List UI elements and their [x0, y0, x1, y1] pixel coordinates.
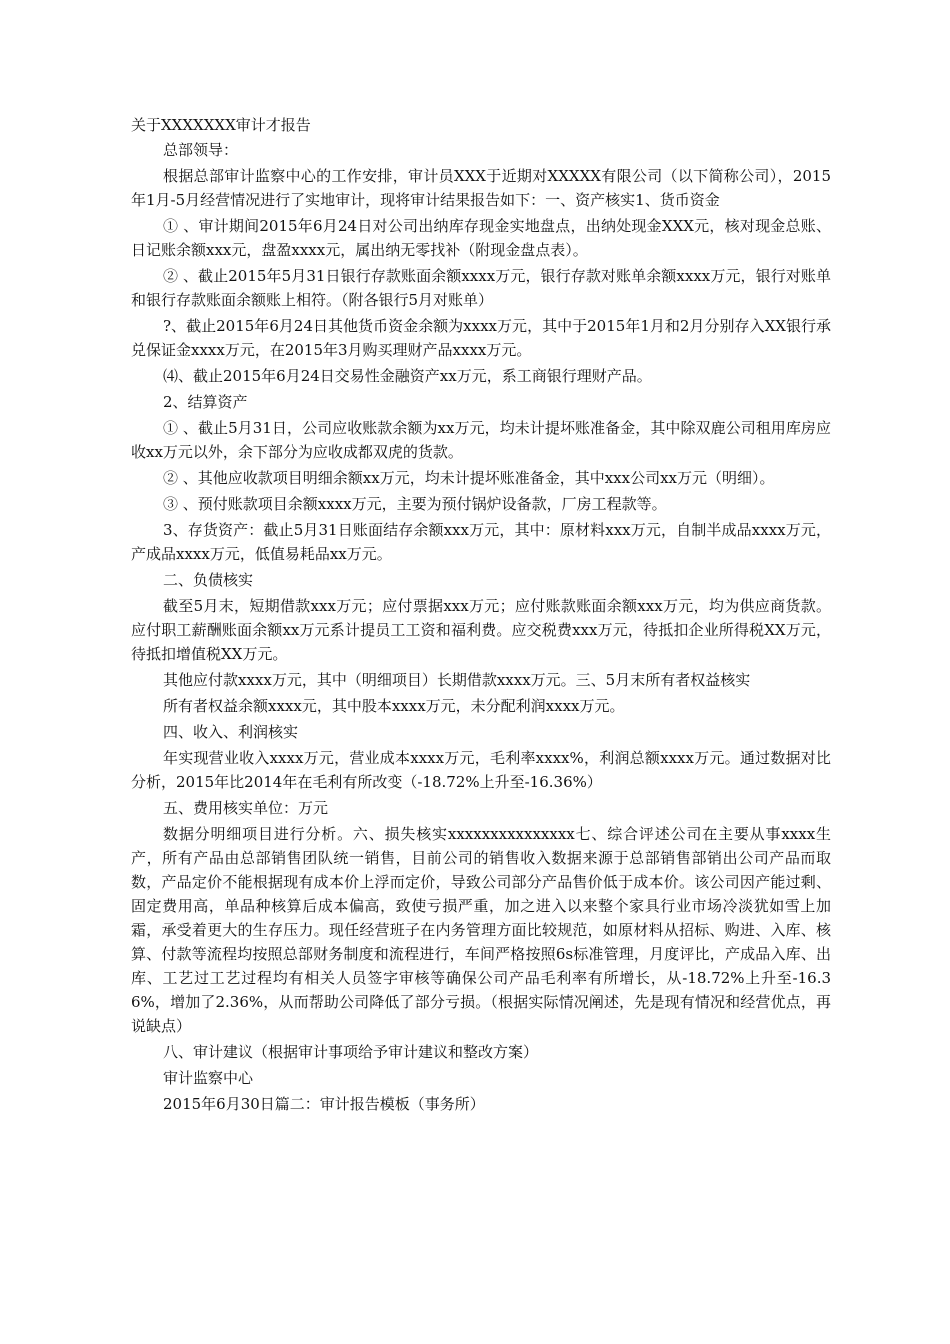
paragraph-cash-count: ① 、审计期间2015年6月24日对公司出纳库存现金实地盘点，出纳处现金XXX元，核对现金总账、日记账余额xxx元，盘盈xxxx元，属出纳无零找补（附现金盘点表）。 — [131, 217, 831, 259]
paragraph-other-monetary-funds: ?、截止2015年6月24日其他货币资金余额为xxxx万元，其中于2015年1月和2月分别存入XX银行承兑保证金xxxx万元，在2015年3月购买理财产品xxxx万元。 — [131, 317, 831, 359]
heading-audit-recommendations: 八、审计建议（根据审计事项给予审计建议和整改方案） — [163, 1043, 539, 1061]
paragraph-bank-deposit: ② 、截止2015年5月31日银行存款账面余额xxxx万元，银行存款对账单余额xxxx万元，银行对账单和银行存款账面余额账上相符。（附各银行5月对账单） — [131, 267, 831, 309]
heading-liabilities: 二、负债核实 — [163, 571, 254, 589]
paragraph-liabilities: 截至5月末，短期借款xxx万元；应付票据xxx万元；应付账款账面余额xxx万元，均为供应商货款。应付职工薪酬账面余额xx万元系计提员工工资和福利费。应交税费xxx万元，待抵扣企业所得税XX万元，待抵扣增值税XX万元。 — [131, 597, 831, 663]
paragraph-intro: 根据总部审计监察中心的工作安排，审计员XXX于近期对XXXXX有限公司（以下简称公司），2015年1月-5月经营情况进行了实地审计，现将审计结果报告如下：一、资产核实1、货币资金 — [131, 167, 831, 209]
paragraph-overall-review: 数据分明细项目进行分析。六、损失核实xxxxxxxxxxxxxxx七、综合评述公司在主要从事xxxx生产，所有产品由总部销售团队统一销售，目前公司的销售收入数据来源于总部销售部销出公司产品而取数，产品定价不能根据现有成本价上浮而定价，导致公司部分产品售价低于成本价。该公司因产能过剩、固定费用高，单品种核算后成本偏高，致使亏损严重，加之进入以来整个家具行业市场冷淡犹如雪上加霜，承受着更大的生存压力。现任经营班子在内务管理方面比较规范，如原材料从招标、购进、入库、核算、付款等流程均按照总部财务制度和流程进行，车间严格按照6s标准管理，月度评比，产成品入库、出库、工艺过工艺过程均有相关人员签字审核等确保公司产品毛利率有所增长，从-18.72%上升至-16.36%，增加了2.36%，从而帮助公司降低了部分亏损。（根据实际情况阐述，先是现有情况和经营优点，再说缺点） — [131, 825, 831, 1035]
paragraph-inventory: 3、存货资产：截止5月31日账面结存余额xxx万元，其中：原材料xxx万元，自制半成品xxxx万元，产成品xxxx万元，低值易耗品xx万元。 — [131, 521, 831, 563]
paragraph-prepayments: ③ 、预付账款项目余额xxxx万元，主要为预付锅炉设备款，厂房工程款等。 — [163, 495, 667, 513]
paragraph-other-payables: 其他应付款xxxx万元，其中（明细项目）长期借款xxxx万元。三、5月末所有者权益核实 — [163, 671, 751, 689]
signature-date: 2015年6月30日篇二：审计报告模板（事务所） — [163, 1095, 485, 1113]
salutation: 总部领导： — [163, 141, 239, 159]
paragraph-income-profit: 年实现营业收入xxxx万元，营业成本xxxx万元，毛利率xxxx%，利润总额xxxx万元。通过数据对比分析，2015年比2014年在毛利有所改变（-18.72%上升至-16.36%） — [131, 749, 831, 791]
document-title: 关于XXXXXXX审计才报告 — [131, 116, 311, 134]
heading-expenses: 五、费用核实单位：万元 — [163, 799, 329, 817]
document-page — [131, 112, 831, 1118]
paragraph-owners-equity: 所有者权益余额xxxx元，其中股本xxxx万元，未分配利润xxxx万元。 — [163, 697, 625, 715]
paragraph-accounts-receivable: ① 、截止5月31日，公司应收账款余额为xx万元，均未计提坏账准备金，其中除双鹿公司租用库房应收xx万元以外，余下部分为应收成都双虎的货款。 — [131, 419, 831, 461]
heading-income-profit: 四、收入、利润核实 — [163, 723, 299, 741]
signature-department: 审计监察中心 — [163, 1069, 254, 1087]
paragraph-other-receivables: ② 、其他应收款项目明细余额xx万元，均未计提坏账准备金，其中xxx公司xx万元（明细）。 — [163, 469, 775, 487]
paragraph-trading-financial-assets: ⑷、截止2015年6月24日交易性金融资产xx万元，系工商银行理财产品。 — [163, 367, 652, 385]
heading-settlement-assets: 2、结算资产 — [163, 393, 248, 411]
